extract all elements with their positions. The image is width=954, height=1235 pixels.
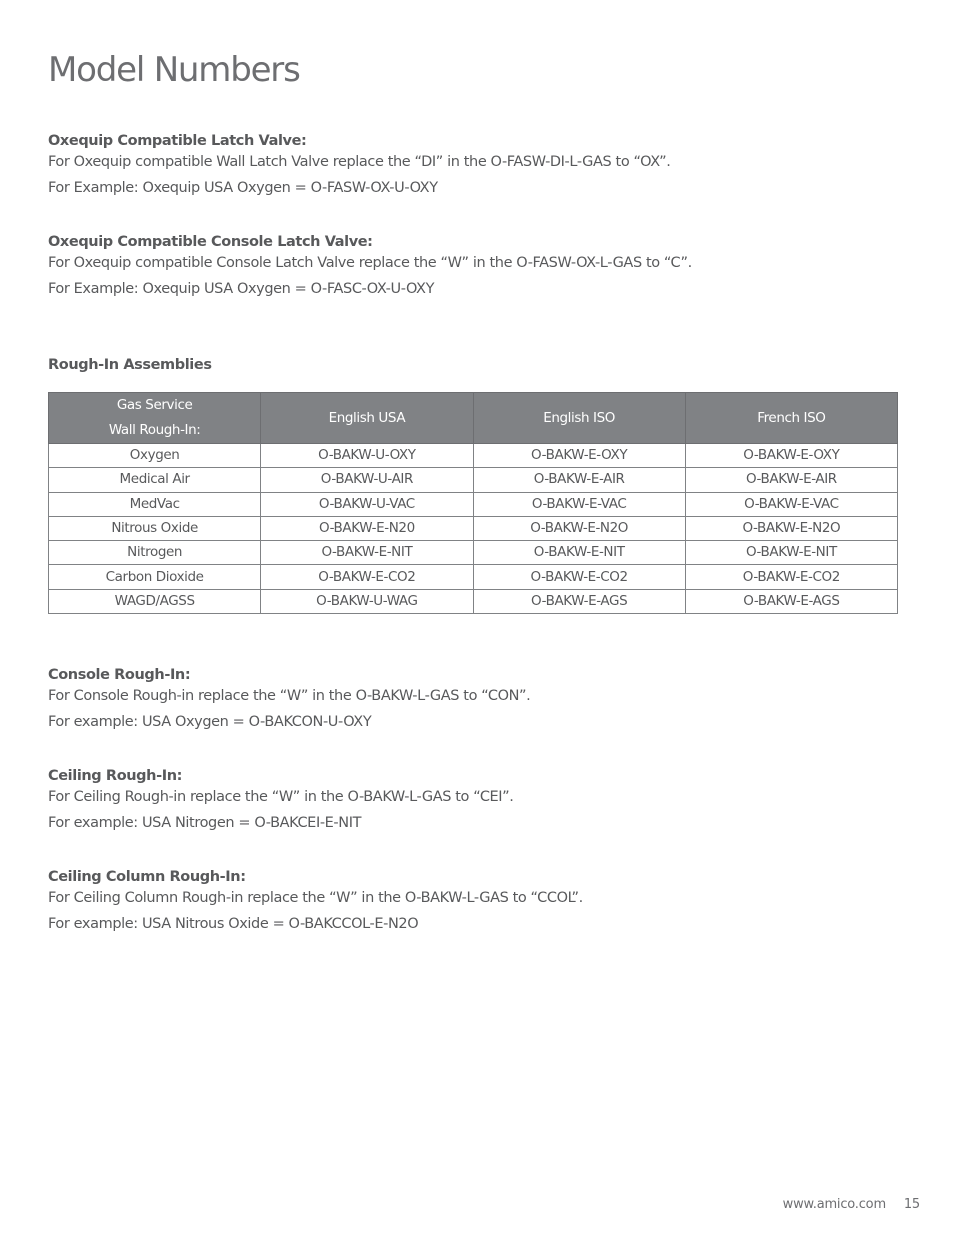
section-heading: Oxequip Compatible Latch Valve:: [48, 133, 307, 149]
table-cell: O-BAKW-E-CO2: [685, 565, 897, 589]
table-row: [49, 516, 898, 540]
section-text: For Ceiling Rough-in replace the “W” in the O-BAKW-L-GAS to “CEI”.: [48, 789, 514, 805]
section-example: For example: USA Nitrous Oxide = O-BAKCCOL-E-N2O: [48, 916, 419, 932]
table-cell: Nitrous Oxide: [49, 516, 261, 540]
page-title: Model Numbers: [48, 50, 300, 90]
column-header-english-iso: English ISO: [473, 393, 685, 444]
table-cell: Oxygen: [49, 444, 261, 468]
column-header-gas-service: [49, 393, 261, 444]
page-number: 15: [903, 1197, 920, 1212]
rough-in-assemblies-table: [48, 392, 898, 614]
table-cell: O-BAKW-E-AGS: [473, 589, 685, 613]
section-ceiling-rough-in: [48, 766, 908, 834]
table-cell: O-BAKW-E-N2O: [685, 516, 897, 540]
section-text: For Ceiling Column Rough-in replace the “W” in the O-BAKW-L-GAS to “CCOL”.: [48, 890, 583, 906]
table-cell: O-BAKW-U-AIR: [261, 468, 473, 492]
section-example: For Example: Oxequip USA Oxygen = O-FASW-OX-U-OXY: [48, 180, 438, 196]
table-row: [49, 468, 898, 492]
table-cell: MedVac: [49, 492, 261, 516]
table-cell: O-BAKW-E-NIT: [261, 541, 473, 565]
section-ceiling-column-rough-in: [48, 867, 908, 935]
table-cell: O-BAKW-E-N20: [261, 516, 473, 540]
section-heading: Ceiling Rough-In:: [48, 768, 183, 784]
section-text: For Oxequip compatible Console Latch Valve replace the “W” in the O-FASW-OX-L-GAS to “C”.: [48, 255, 692, 271]
section-console-rough-in: [48, 665, 908, 733]
section-example: For Example: Oxequip USA Oxygen = O-FASC-OX-U-OXY: [48, 281, 435, 297]
column-header-english-usa: English USA: [261, 393, 473, 444]
table-cell: WAGD/AGSS: [49, 589, 261, 613]
table-cell: O-BAKW-U-VAC: [261, 492, 473, 516]
table-header-row: [49, 393, 898, 444]
section-heading: Console Rough-In:: [48, 667, 191, 683]
table-cell: O-BAKW-E-NIT: [685, 541, 897, 565]
table-cell: O-BAKW-E-CO2: [261, 565, 473, 589]
table-cell: O-BAKW-E-VAC: [685, 492, 897, 516]
table-cell: O-BAKW-E-AIR: [685, 468, 897, 492]
section-example: For example: USA Nitrogen = O-BAKCEI-E-NIT: [48, 815, 362, 831]
table-cell: Carbon Dioxide: [49, 565, 261, 589]
section-text: For Oxequip compatible Wall Latch Valve replace the “DI” in the O-FASW-DI-L-GAS to “OX”.: [48, 154, 671, 170]
section-text: For Console Rough-in replace the “W” in the O-BAKW-L-GAS to “CON”.: [48, 688, 531, 704]
page-footer: [783, 1197, 920, 1212]
table-row: [49, 589, 898, 613]
column-header-french-iso: French ISO: [685, 393, 897, 444]
section-heading: Oxequip Compatible Console Latch Valve:: [48, 234, 373, 250]
table-row: [49, 492, 898, 516]
rough-in-assemblies-heading: Rough-In Assemblies: [48, 357, 212, 373]
section-heading: Ceiling Column Rough-In:: [48, 869, 246, 885]
table-cell: O-BAKW-E-AIR: [473, 468, 685, 492]
table-cell: O-BAKW-E-CO2: [473, 565, 685, 589]
table-cell: O-BAKW-E-N2O: [473, 516, 685, 540]
column-header-line: Gas Service: [116, 397, 193, 413]
section-oxequip-console-latch-valve: [48, 232, 908, 300]
table-cell: Medical Air: [49, 468, 261, 492]
section-example: For example: USA Oxygen = O-BAKCON-U-OXY: [48, 714, 372, 730]
table-cell: O-BAKW-U-OXY: [261, 444, 473, 468]
section-oxequip-latch-valve: [48, 131, 908, 199]
table-cell: O-BAKW-E-NIT: [473, 541, 685, 565]
table-row: [49, 444, 898, 468]
table-row: [49, 565, 898, 589]
table-cell: O-BAKW-E-AGS: [685, 589, 897, 613]
table-row: [49, 541, 898, 565]
table-cell: O-BAKW-U-WAG: [261, 589, 473, 613]
footer-url: www.amico.com: [782, 1197, 886, 1212]
table-cell: O-BAKW-E-OXY: [473, 444, 685, 468]
table-cell: O-BAKW-E-OXY: [685, 444, 897, 468]
table-cell: Nitrogen: [49, 541, 261, 565]
table-cell: O-BAKW-E-VAC: [473, 492, 685, 516]
column-header-line: Wall Rough-In:: [108, 422, 201, 438]
